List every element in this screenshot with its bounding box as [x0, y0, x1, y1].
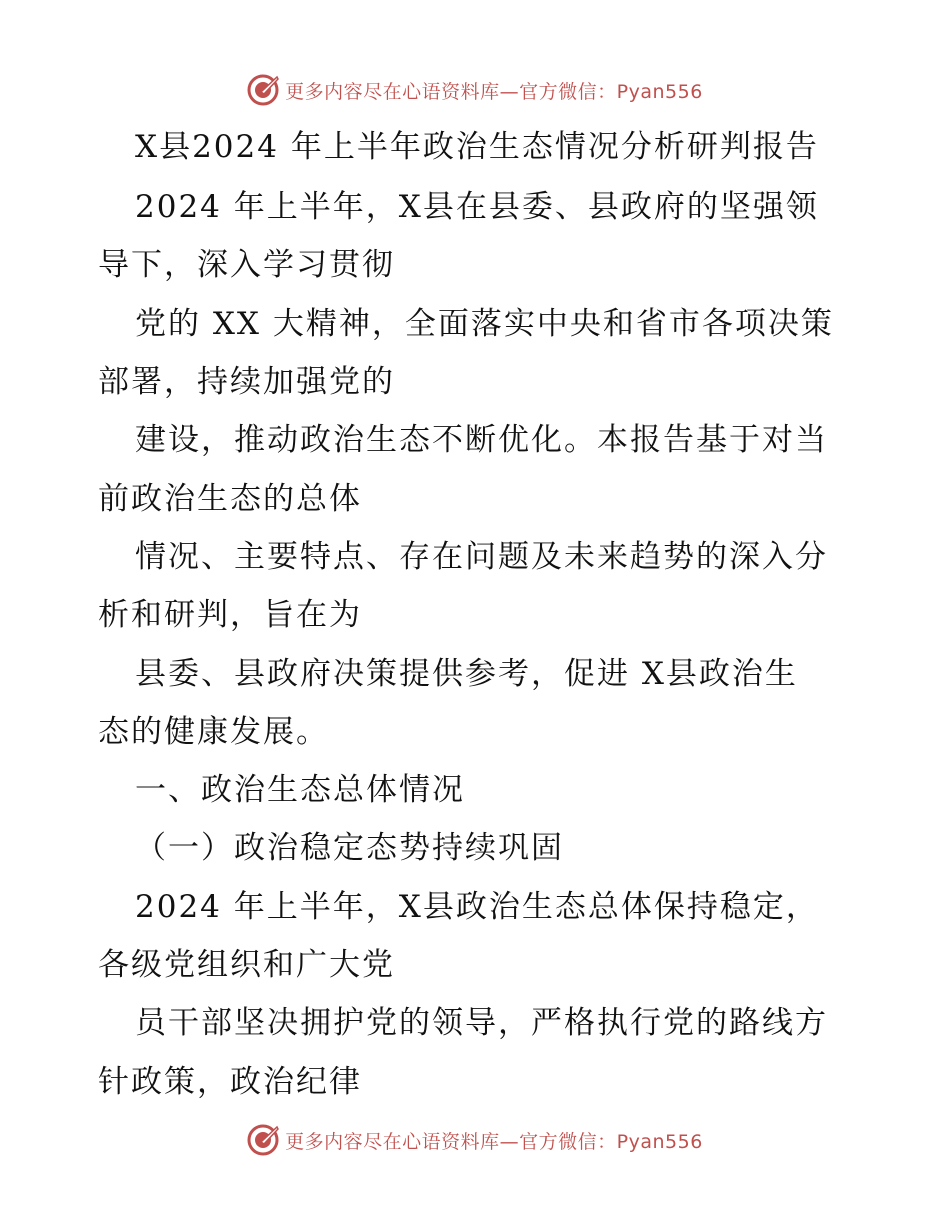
paragraph-line: 县委、县政府决策提供参考，促进 X县政治生 — [135, 656, 798, 692]
paragraph-line: 导下，深入学习贯彻 — [98, 247, 395, 283]
paragraph-line: 建设，推动政治生态不断优化。本报告基于对当 — [135, 422, 828, 458]
paragraph-line: 析和研判，旨在为 — [98, 597, 362, 633]
subsection-heading: （一）政治稳定态势持续巩固 — [135, 830, 564, 866]
watermark-wechat-id: Pyan556 — [616, 1130, 703, 1153]
paragraph-line: 2024 年上半年，X县政治生态总体保持稳定， — [135, 889, 819, 925]
watermark-header — [0, 70, 950, 110]
paragraph-line: 党的 XX 大精神，全面落实中央和省市各项决策 — [135, 306, 834, 342]
paragraph-line: 态的健康发展。 — [98, 714, 329, 750]
quill-logo-icon — [247, 73, 281, 107]
watermark-text: 更多内容尽在心语资料库—官方微信： — [285, 80, 617, 103]
watermark-text: 更多内容尽在心语资料库—官方微信： — [285, 1130, 617, 1153]
paragraph-line: 各级党组织和广大党 — [98, 947, 395, 983]
watermark-wechat-id: Pyan556 — [616, 80, 703, 103]
document-title: X县2024 年上半年政治生态情况分析研判报告 — [135, 129, 819, 165]
paragraph-line: 前政治生态的总体 — [98, 481, 362, 517]
quill-logo-icon — [247, 1123, 281, 1157]
paragraph-line: 情况、主要特点、存在问题及未来趋势的深入分 — [135, 539, 828, 575]
paragraph-line: 员干部坚决拥护党的领导，严格执行党的路线方 — [135, 1005, 828, 1041]
paragraph-line: 2024 年上半年，X县在县委、县政府的坚强领 — [135, 189, 819, 225]
section-heading: 一、政治生态总体情况 — [135, 772, 465, 808]
paragraph-line: 针政策，政治纪律 — [98, 1064, 362, 1100]
watermark-footer — [0, 1120, 950, 1160]
paragraph-line: 部署，持续加强党的 — [98, 364, 395, 400]
